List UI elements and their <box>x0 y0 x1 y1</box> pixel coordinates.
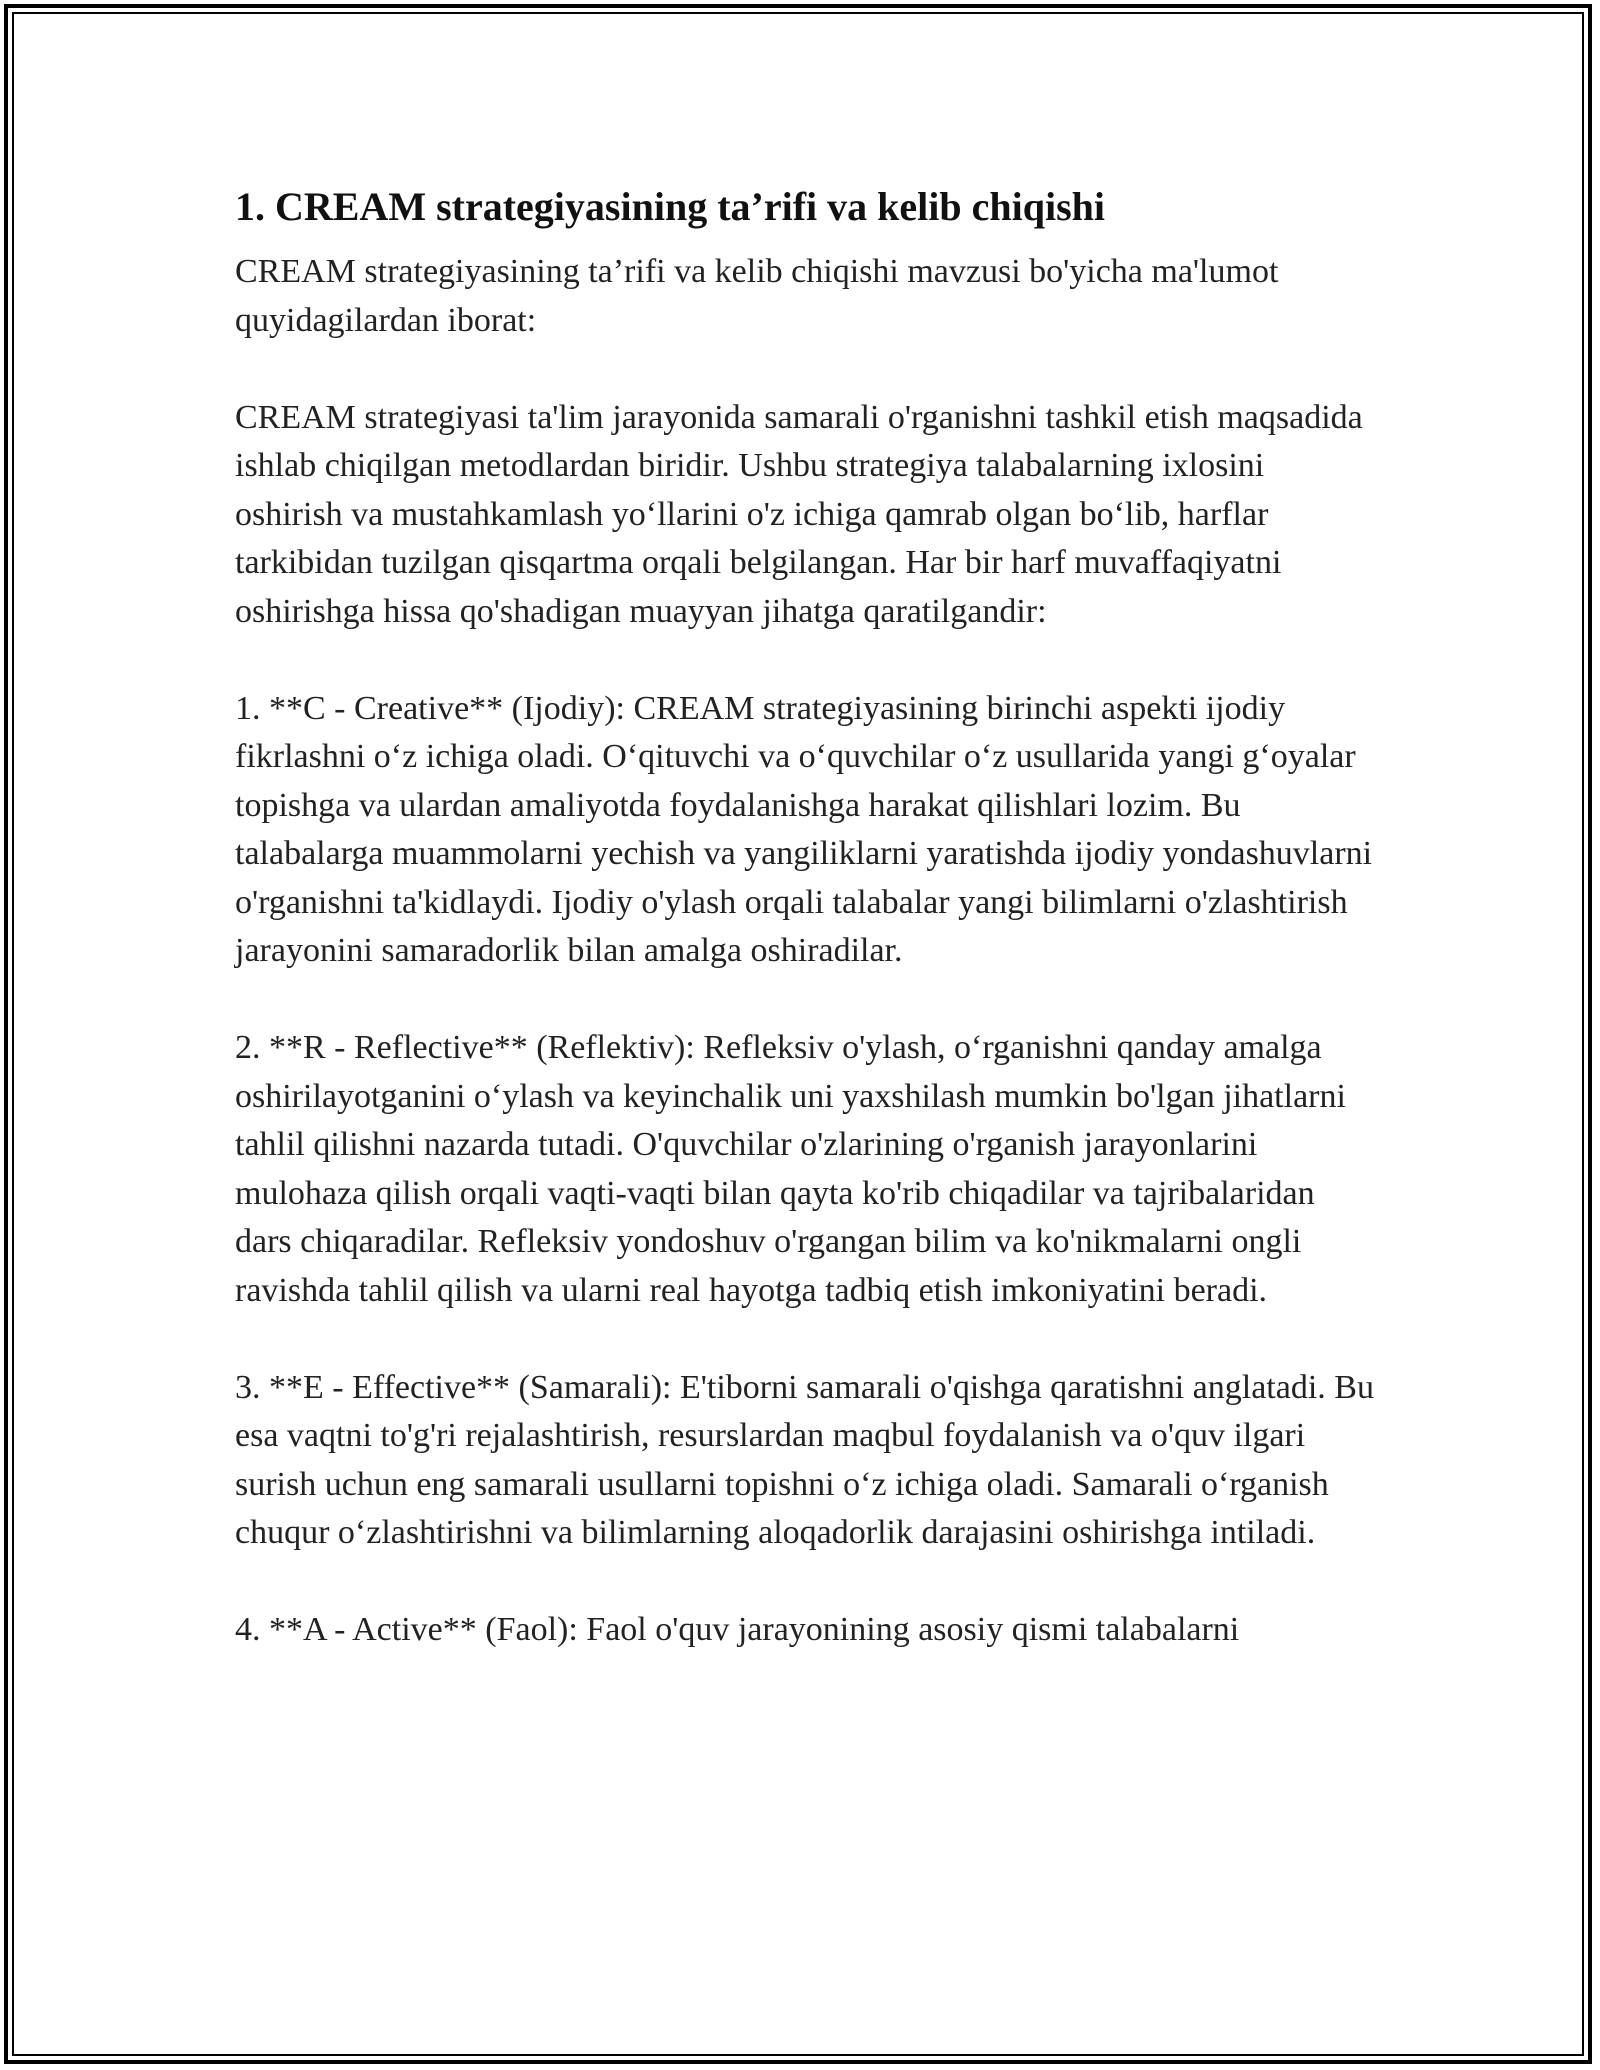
section-heading: 1. CREAM strategiyasining ta’rifi va kelib chiqishi <box>235 184 1106 229</box>
reflective-paragraph: 2. **R - Reflective** (Reflektiv): Refleksiv o'ylash, o‘rganishni qanday amalga oshirilayotganini o‘ylash va keyinchalik uni yaxshilash mumkin bo'lgan jihatlarni tahlil qilishni nazarda tutadi. O'quvchilar o'zlarining o'rganish jarayonlarini mulohaza qilish orqali vaqti-vaqti bilan qayta ko'rib chiqadilar va tajribalaridan dars chiqaradilar. Refleksiv yondoshuv o'rgangan bilim va ko'nikmalarni ongli ravishda tahlil qilish va ularni real hayotga tadbiq etish imkoniyatini beradi. <box>235 1029 1346 1309</box>
active-paragraph: 4. **A - Active** (Faol): Faol o'quv jarayonining asosiy qismi talabalarni <box>235 1611 1240 1648</box>
effective-paragraph: 3. **E - Effective** (Samarali): E'tiborni samarali o'qishga qaratishni anglatadi. Bu esa vaqtni to'g'ri rejalashtirish, resurslardan maqbul foydalanish va o'quv ilgari surish uchun eng samarali usullarni topishni o‘z ichiga oladi. Samarali o‘rganish chuqur o‘zlashtirishni va bilimlarning aloqadorlik darajasini oshirishga intiladi. <box>235 1368 1374 1551</box>
definition-paragraph: CREAM strategiyasi ta'lim jarayonida samarali o'rganishni tashkil etish maqsadida ishlab chiqilgan metodlardan biridir. Ushbu strategiya talabalarning ixlosini oshirish va mustahkamlash yo‘llarini o'z ichiga qamrab olgan bo‘lib, harflar tarkibidan tuzilgan qisqartma orqali belgilangan. Har bir harf muvaffaqiyatni oshirishga hissa qo'shadigan muayyan jihatga qaratilgandir: <box>235 398 1363 630</box>
intro-paragraph: CREAM strategiyasining ta’rifi va kelib chiqishi mavzusi bo'yicha ma'lumot quyidagilardan iborat: <box>235 253 1279 339</box>
document-body <box>235 178 1375 1703</box>
creative-paragraph: 1. **C - Creative** (Ijodiy): CREAM strategiyasining birinchi aspekti ijodiy fikrlashni o‘z ichiga oladi. O‘qituvchi va o‘quvchilar o‘z usullarida yangi g‘oyalar topishga va ulardan amaliyotda foydalanishga harakat qilishlari lozim. Bu talabalarga muammolarni yechish va yangiliklarni yaratishda ijodiy yondashuvlarni o'rganishni ta'kidlaydi. Ijodiy o'ylash orqali talabalar yangi bilimlarni o'zlashtirish jarayonini samaradorlik bilan amalga oshiradilar. <box>235 689 1373 969</box>
